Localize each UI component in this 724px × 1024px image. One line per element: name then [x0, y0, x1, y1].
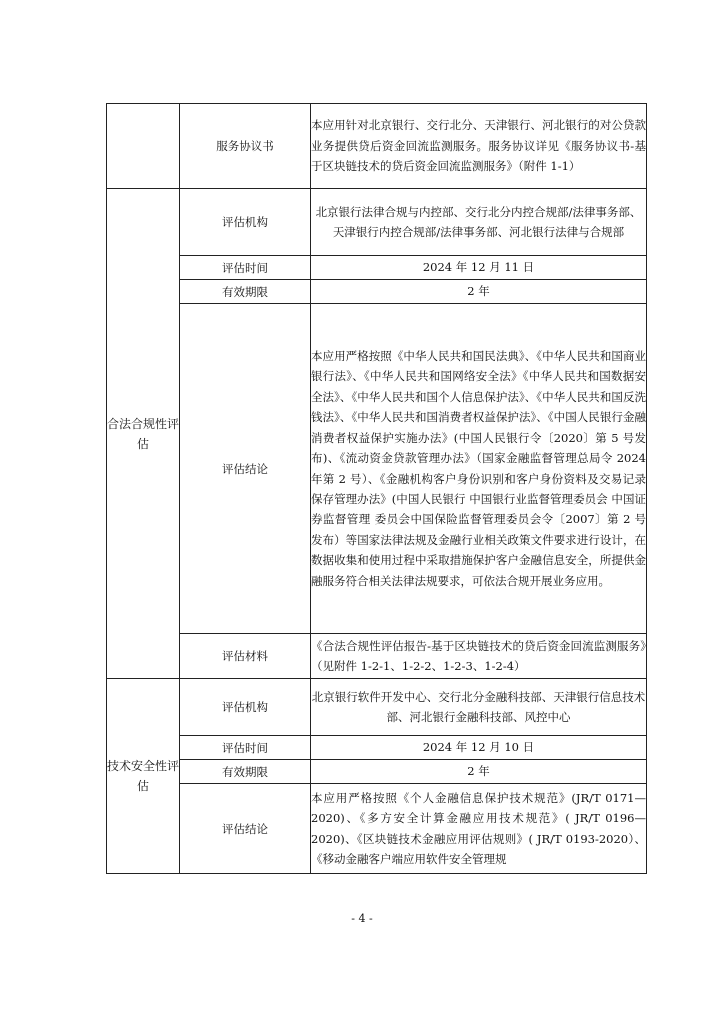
category-legal: 合法合规性评估	[107, 189, 180, 679]
field-value: 2024 年 12 月 11 日	[311, 256, 647, 280]
field-label: 评估机构	[180, 189, 311, 256]
table-row	[107, 760, 647, 784]
field-value: 2024 年 12 月 10 日	[311, 736, 647, 760]
table-row	[107, 679, 647, 736]
field-value: 本应用严格按照《中华人民共和国民法典》、《中华人民共和国商业银行法》、《中华人民共和国网络安全法》《中华人民共和国数据安全法》、《中华人民共和国个人信息保护法》、《中华人民共和国反洗钱法》、《中华人民共和国消费者权益保护法》、《中国人民银行金融消费者权益保护实施办法》(中国人民银行令〔2020〕第 5 号发布)、《流动资金贷款管理办法》（国家金融监督管理总局令 2024 年第 2 号）、《金融机构客户身份识别和客户身份资料及交易记录保存管理办法》(中国人民银行 中国银行业监督管理委员会 中国证券监督管理 委员会中国保险监督管理委员会令〔2007〕第 2 号发布）等国家法律法规及金融行业相关政策文件要求进行设计，在数据收集和使用过程中采取措施保护客户金融信息安全，所提供金融服务符合相关法律法规要求，可依法合规开展业务应用。	[311, 304, 647, 634]
field-value: 北京银行软件开发中心、交行北分金融科技部、天津银行信息技术部、河北银行金融科技部、风控中心	[311, 679, 647, 736]
field-label: 有效期限	[180, 280, 311, 304]
field-label: 服务协议书	[180, 104, 311, 189]
table-row	[107, 104, 647, 189]
table-row	[107, 304, 647, 634]
table-row	[107, 280, 647, 304]
table-row	[107, 634, 647, 679]
table-row	[107, 736, 647, 760]
field-value: 2 年	[311, 760, 647, 784]
empty-category-cell	[107, 104, 180, 189]
table-row	[107, 189, 647, 256]
field-value: 本应用针对北京银行、交行北分、天津银行、河北银行的对公贷款业务提供贷后资金回流监测服务。服务协议详见《服务协议书-基于区块链技术的贷后资金回流监测服务》（附件 1-1）	[311, 104, 647, 189]
field-label: 评估时间	[180, 256, 311, 280]
field-label: 评估结论	[180, 784, 311, 874]
page-number: - 4 -	[351, 912, 373, 925]
category-tech: 技术安全性评估	[107, 679, 180, 874]
field-value: 本应用严格按照《个人金融信息保护技术规范》(JR/T 0171—2020)、《多方安全计算金融应用技术规范》( JR/T 0196—2020)、《区块链技术金融应用评估规则》( JR/T 0193-2020）、《移动金融客户端应用软件安全管理规	[311, 784, 647, 874]
field-label: 评估结论	[180, 304, 311, 634]
table-row	[107, 256, 647, 280]
assessment-table	[106, 103, 647, 874]
field-label: 评估材料	[180, 634, 311, 679]
field-value: 《合法合规性评估报告-基于区块链技术的贷后资金回流监测服务》（见附件 1-2-1、1-2-2、1-2-3、1-2-4）	[311, 634, 647, 679]
field-value: 北京银行法律合规与内控部、交行北分内控合规部/法律事务部、 天津银行内控合规部/法律事务部、河北银行法律与合规部	[311, 189, 647, 256]
table-row	[107, 784, 647, 874]
field-value: 2 年	[311, 280, 647, 304]
field-label: 评估机构	[180, 679, 311, 736]
field-label: 评估时间	[180, 736, 311, 760]
field-label: 有效期限	[180, 760, 311, 784]
